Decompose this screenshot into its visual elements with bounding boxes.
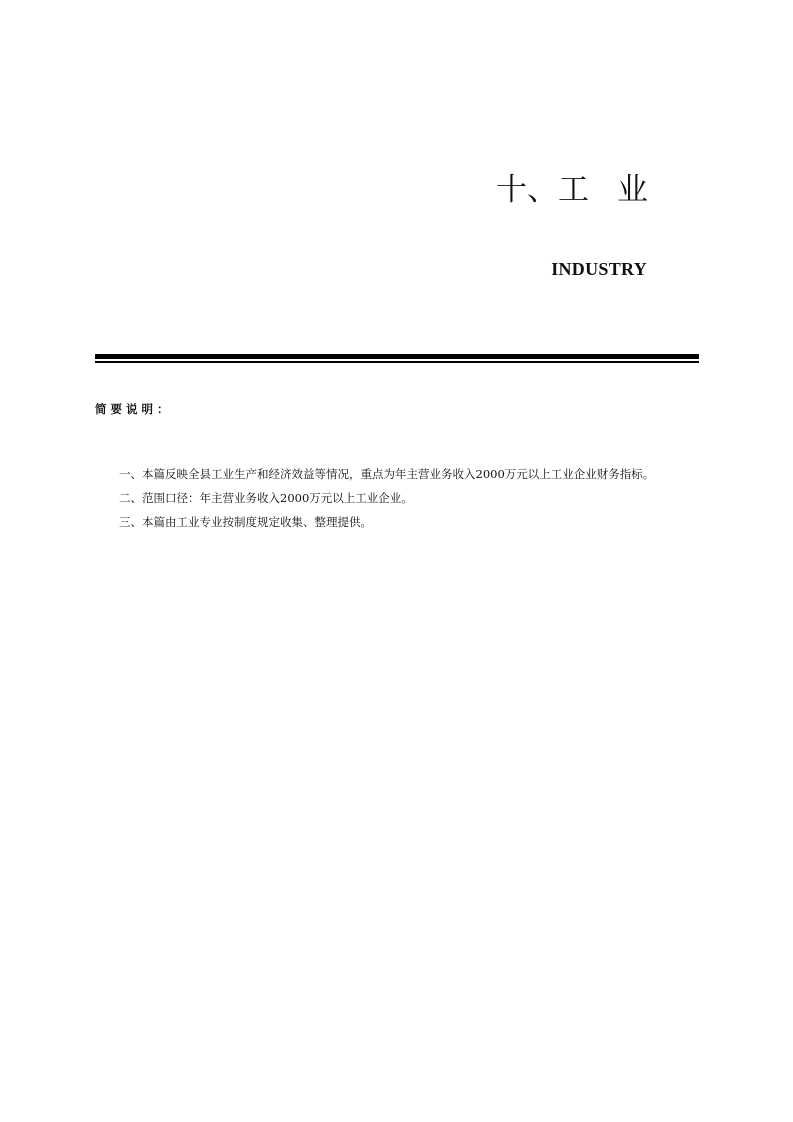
note-item-3: 三、本篇由工业专业按制度规定收集、整理提供。 bbox=[119, 515, 372, 529]
note-item-1: 一、本篇反映全县工业生产和经济效益等情况，重点为年主营业务收入2000万元以上工业企业财务指标。 bbox=[119, 467, 655, 481]
chapter-title bbox=[496, 170, 650, 210]
header-divider-thick bbox=[95, 354, 699, 359]
chapter-number: 十、 bbox=[496, 172, 558, 208]
chapter-title-part1: 工 bbox=[558, 172, 591, 208]
chapter-subtitle: INDUSTRY bbox=[551, 259, 647, 279]
notes-heading: 简要说明： bbox=[95, 402, 173, 416]
chapter-title-part2: 业 bbox=[617, 172, 650, 208]
header-divider-thin bbox=[95, 361, 699, 363]
note-item-2: 二、范围口径：年主营业务收入2000万元以上工业企业。 bbox=[119, 491, 413, 505]
notes-body bbox=[95, 462, 705, 534]
